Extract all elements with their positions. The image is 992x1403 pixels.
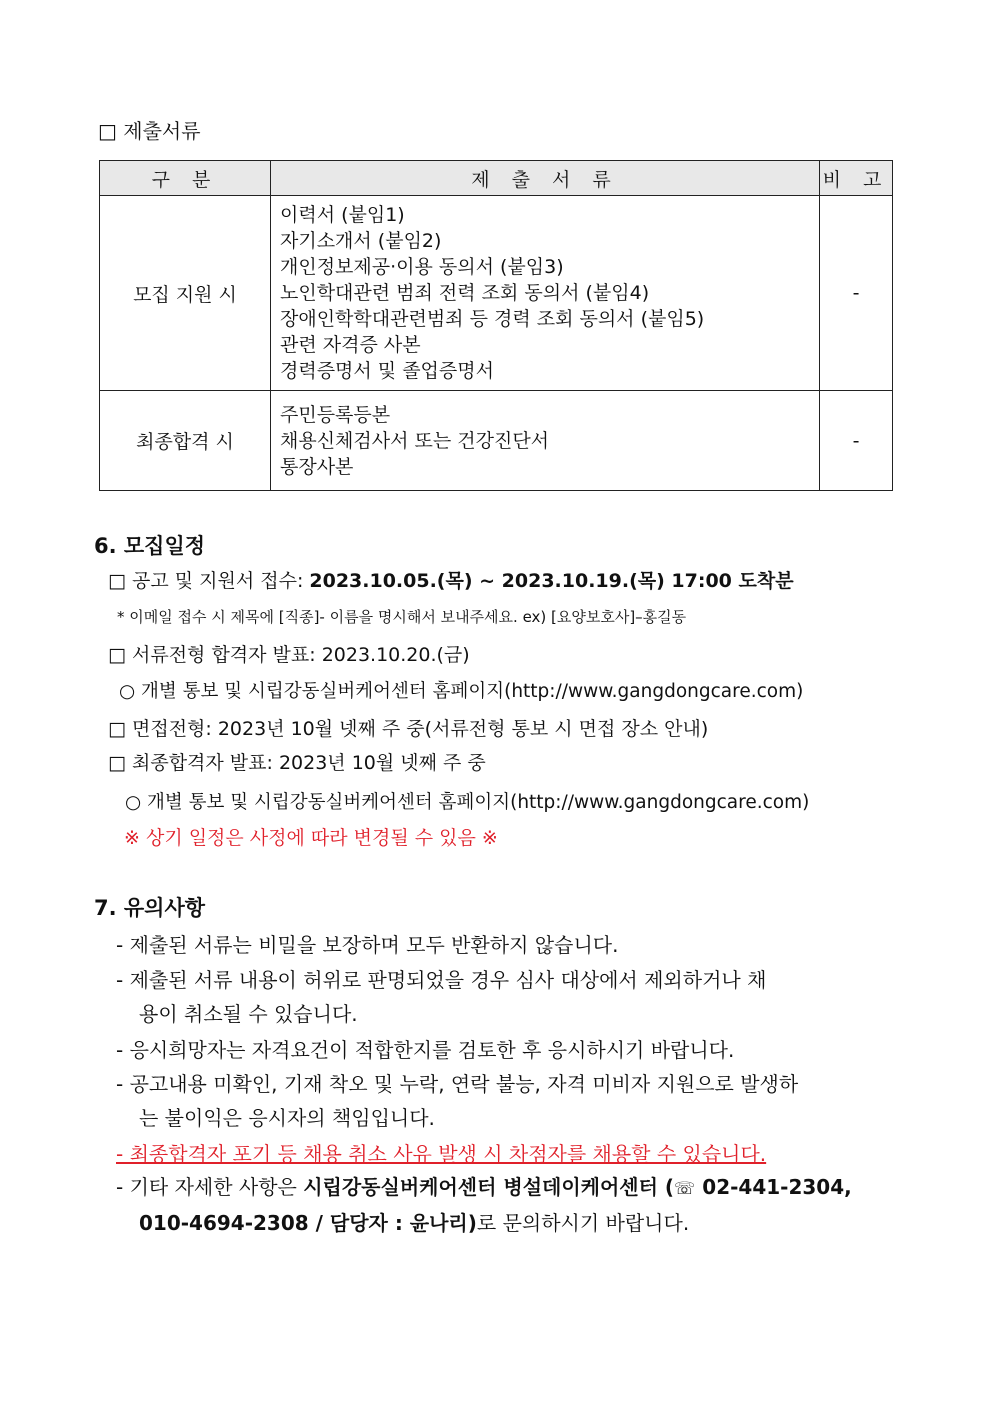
contact-line	[116, 1171, 852, 1200]
contact-prefix: - 기타 자세한 사항은	[116, 1175, 304, 1199]
apply-label: □ 공고 및 지원서 접수:	[108, 570, 310, 592]
schedule-warning: ※ 상기 일정은 사정에 따라 변경될 수 있음 ※	[124, 827, 498, 849]
final-result-line: □ 최종합격자 발표: 2023년 10월 넷째 주 중	[108, 752, 486, 774]
row-category: 모집 지원 시	[100, 196, 271, 391]
contact-suffix: 로 문의하시기 바랍니다.	[476, 1211, 690, 1235]
note-item: - 응시희망자는 자격요건이 적합한지를 검토한 후 응시하시기 바랍니다.	[116, 1038, 735, 1062]
apply-period: 2023.10.05.(목) ~ 2023.10.19.(목) 17:00 도착분	[309, 570, 794, 592]
notice-line-1: ○ 개별 통보 및 시립강동실버케어센터 홈페이지(http://www.gangdongcare.com)	[119, 681, 804, 702]
list-item: 경력증명서 및 졸업증명서	[280, 360, 494, 382]
list-item: 개인정보제공·이용 동의서 (붙임3)	[280, 256, 564, 278]
apply-period-line	[108, 566, 794, 593]
list-item: 채용신체검사서 또는 건강진단서	[280, 429, 550, 452]
docs-section-title: □ 제출서류	[98, 119, 201, 143]
list-item: 이력서 (붙임1)	[280, 204, 405, 226]
doc-result-line: □ 서류전형 합격자 발표: 2023.10.20.(금)	[108, 644, 470, 666]
note-item-cont: 는 불이익은 응시자의 책임입니다.	[139, 1106, 435, 1130]
documents-table	[99, 160, 893, 491]
list-item: 관련 자격증 사본	[280, 334, 421, 356]
table-header-row	[100, 161, 893, 196]
note-item: - 공고내용 미확인, 기재 착오 및 누락, 연락 불능, 자격 미비자 지원으로 발생하	[116, 1072, 799, 1096]
notice-line-2: ○ 개별 통보 및 시립강동실버케어센터 홈페이지(http://www.gangdongcare.com)	[125, 792, 810, 813]
schedule-title: 6. 모집일정	[94, 534, 206, 558]
header-note: 비 고	[820, 161, 893, 196]
table-row	[100, 196, 893, 391]
row-note: -	[820, 391, 893, 491]
row-note: -	[820, 196, 893, 391]
telephone-icon: ☏	[674, 1179, 696, 1199]
row-items	[271, 196, 820, 391]
list-item: 주민등록등본	[280, 403, 391, 426]
contact-line-2	[139, 1207, 689, 1236]
table-row	[100, 391, 893, 491]
center-name: 시립강동실버케어센터 병설데이케어센터 (	[303, 1175, 675, 1199]
contact-person: 010-4694-2308 / 담당자 : 윤나리)	[139, 1211, 477, 1235]
phone-number: 02-441-2304,	[695, 1175, 852, 1199]
row-category: 최종합격 시	[100, 391, 271, 491]
note-item-cont: 용이 취소될 수 있습니다.	[139, 1002, 358, 1026]
header-documents: 제 출 서 류	[271, 161, 820, 196]
note-item: - 제출된 서류는 비밀을 보장하며 모두 반환하지 않습니다.	[116, 933, 619, 957]
note-item: - 제출된 서류 내용이 허위로 판명되었을 경우 심사 대상에서 제외하거나 채	[116, 968, 767, 992]
header-category: 구 분	[100, 161, 271, 196]
list-item: 통장사본	[280, 455, 354, 478]
row-items	[271, 391, 820, 491]
list-item: 장애인학학대관련범죄 등 경력 조회 동의서 (붙임5)	[280, 308, 705, 330]
interview-line: □ 면접전형: 2023년 10월 넷째 주 중(서류전형 통보 시 면접 장소 안내)	[108, 718, 709, 740]
email-note: * 이메일 접수 시 제목에 [직종]- 이름을 명시해서 보내주세요. ex) [요양보호사]–홍길동	[117, 608, 687, 626]
note-item-highlight: - 최종합격자 포기 등 채용 취소 사유 발생 시 차점자를 채용할 수 있습니다.	[116, 1142, 767, 1166]
list-item: 노인학대관련 범죄 전력 조회 동의서 (붙임4)	[280, 282, 650, 304]
notes-title: 7. 유의사항	[94, 896, 206, 920]
list-item: 자기소개서 (붙임2)	[280, 230, 442, 252]
